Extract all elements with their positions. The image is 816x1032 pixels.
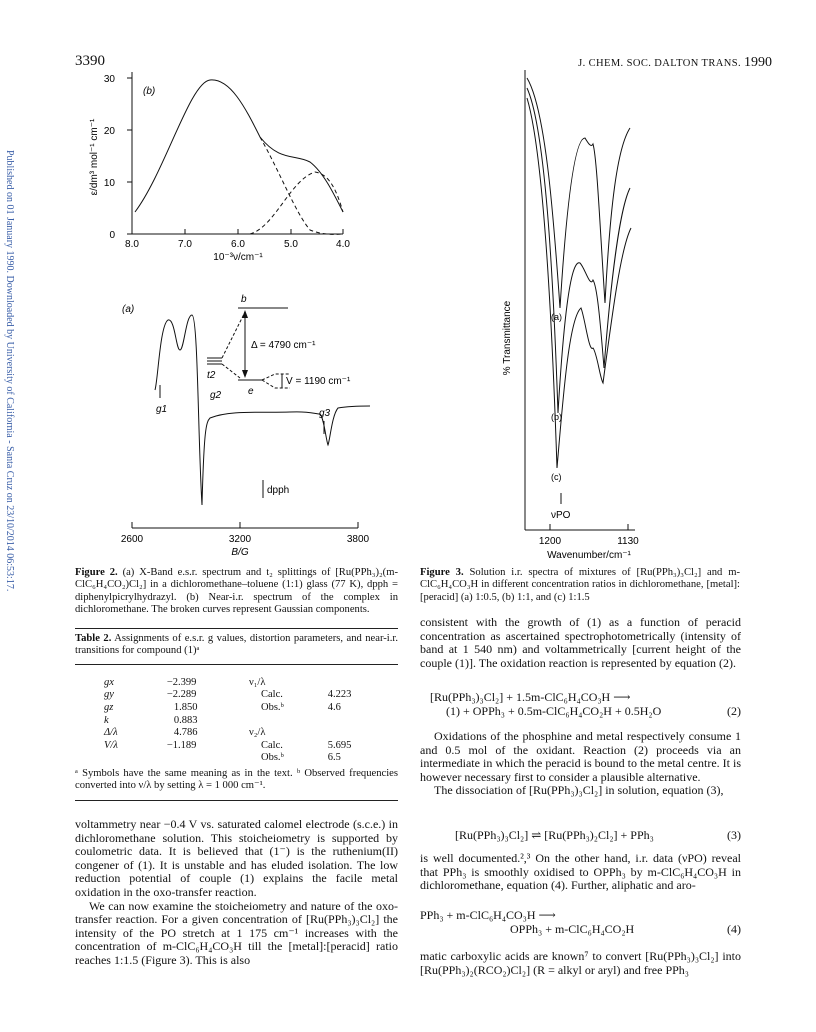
figure2-caption: [75, 567, 398, 617]
table-row: Δ/λ 4.786: [104, 727, 198, 739]
page-number: 3390: [75, 53, 105, 69]
figure2b-xtick-7: 7.0: [178, 239, 192, 250]
right-paragraph-3: The dissociation of [Ru(PPh₃)₃Cl₂] in solution, equation (3),: [434, 783, 724, 798]
nu-po-label: νPO: [551, 510, 571, 521]
figure2a-x-label: B/G: [231, 547, 249, 558]
figure3-curve-b: [527, 88, 630, 413]
right-column-body-4: [420, 950, 741, 977]
level-b-label: b: [241, 294, 247, 305]
table2-bottom-rule: [75, 800, 398, 801]
curve-c-label: (c): [551, 472, 562, 482]
figure2b-xtick-5: 5.0: [284, 239, 298, 250]
table2-label: Table 2.: [75, 633, 112, 644]
figure2b-y-label: ε/dm³ mol⁻¹ cm⁻¹: [89, 118, 100, 196]
table-row: [245, 714, 355, 727]
figure2b-ytick-10: 10: [103, 178, 115, 189]
figure3-curve-a: [527, 78, 630, 308]
table-row: Obs.ᵇ 6.5: [261, 752, 341, 764]
figure3-curve-c: [527, 98, 631, 468]
table2-right: [245, 676, 355, 764]
figure3-y-label: % Transmittance: [502, 300, 513, 376]
figure2b-x-label: 10⁻³ν/cm⁻¹: [213, 252, 263, 263]
equation-2-line-2: (1) + OPPh₃ + 0.5m-ClC₆H₄CO₂H + 0.5H₂O (2): [446, 704, 741, 718]
left-paragraph-1: voltammetry near −0.4 V vs. saturated calomel electrode (s.c.e.) in dichloromethane solution. This stoicheiometry is supported by coulometric data. It is believed that (1⁻) is the ruthenium(II) congener of (1). It is unstable and has eluded isolation. The low reduction potential of couple (1) explains the facile metal oxidation in the oxo-transfer reaction.: [75, 817, 398, 899]
figure3-x-label: Wavenumber/cm⁻¹: [547, 550, 631, 561]
table2-left: [100, 676, 202, 752]
table-row: gy −2.289: [104, 689, 197, 701]
figure2b-gaussian-1: [260, 137, 343, 234]
table-row: Calc. 4.223: [261, 689, 352, 701]
figure2-caption-text: (a) X-Band e.s.r. spectrum and t₂ splittings of [Ru(PPh₃)₂(m-ClC₆H₄CO₂)Cl₂] in a dichloromethane–toluene (1:1) glass (77 K), dpph = diphenylpicrylhydrazyl. (b) Near-i.r. spectrum of the complex in dichloromethane. The broken curves represent Gaussian components.: [75, 567, 398, 616]
right-paragraph-4: is well documented.²,³ On the other hand, i.r. data (νPO) reveal that PPh₃ is smoothly oxidised to OPPh₃ by m-ClC₆H₄CO₃H in dichloromethane, equation (4). Further, aliphatic and aro-: [420, 851, 741, 893]
figure3-caption-text: Solution i.r. spectra of mixtures of [Ru(PPh₃)₃Cl₂] and m-ClC₆H₄CO₃H in different concentration ratios in dichloromethane, [metal]:[peracid] (a) 1:0.5, (b) 1:1, and (c) 1:1.5: [420, 567, 740, 603]
g3-label: g3: [319, 408, 331, 419]
figure2a-xtick-2600: 2600: [120, 534, 144, 545]
table2-right-block: [245, 676, 355, 764]
figure3-caption: [420, 567, 740, 604]
right-paragraph-5: matic carboxylic acids are known⁷ to convert [Ru(PPh₃)₃Cl₂] into [Ru(PPh₃)₂(RCO₂)Cl₂] (R = alkyl or aryl) and free PPh₃: [420, 949, 741, 977]
right-column-body: [420, 616, 741, 670]
table-row: gx −2.399: [104, 676, 197, 688]
dpph-label: dpph: [267, 485, 290, 496]
equation-4-number: (4): [727, 922, 741, 936]
right-paragraph-1: consistent with the growth of (1) as a function of peracid concentration as ascertained spectrophotometrically (intensity of band at 1 540 nm) and voltammetrically [current height of the couple (1)]. The oxidation reaction is represented by equation (2).: [420, 615, 741, 670]
table-row: ν₁/λ: [249, 676, 266, 688]
left-paragraph-2: We can now examine the stoicheiometry and nature of the oxo-transfer reaction. For a given concentration of [Ru(PPh₃)₃Cl₂] the intensity of the PO stretch at 1 175 cm⁻¹ increases with the concentration of m-ClC₆H₄CO₃H till the [metal]:[peracid] ratio reaches 1:1.5 (Figure 3). This is also: [75, 898, 398, 967]
table-row: Calc. 5.695: [261, 739, 352, 751]
equation-2-number: (2): [727, 704, 741, 718]
figure2b-xtick-6: 6.0: [231, 239, 245, 250]
download-watermark: [3, 150, 17, 870]
right-paragraph-2: Oxidations of the phosphine and metal respectively consume 1 and 0.5 mol of the oxidant. Reaction (2) proceeds via an intermediate in which the peracid is bound to the metal centre. It is however necessary first to consider a plausible alternative.: [420, 729, 741, 784]
equation-2: [430, 690, 741, 718]
figure2a-xtick-3800: 3800: [346, 534, 370, 545]
figure2b-xtick-4: 4.0: [336, 239, 350, 250]
table2-header-rule: [75, 664, 398, 665]
curve-b-label: (b): [551, 412, 562, 422]
equation-4-line-1: PPh₃ + m-ClC₆H₄CO₃H ⟶: [420, 908, 556, 922]
curve-a-label: (a): [551, 312, 562, 322]
figure2-label: Figure 2.: [75, 567, 118, 578]
figure2b-gaussian-2: [250, 172, 343, 234]
table-row: Obs.ᵇ 4.6: [261, 701, 341, 713]
journal-title: J. CHEM. SOC. DALTON TRANS.: [578, 58, 741, 69]
figure2a-plot: [110, 290, 390, 560]
table2-left-block: [100, 676, 202, 752]
figure3-plot: [502, 68, 655, 563]
equation-3: [Ru(PPh₃)₃Cl₂] ⇌ [Ru(PPh₃)₂Cl₂] + PPh₃ (3): [455, 828, 741, 842]
figure3-label: Figure 3.: [420, 567, 464, 578]
figure2b-ytick-0: 0: [109, 230, 115, 241]
figure2a-panel-label: (a): [122, 304, 135, 315]
figure3-xtick-1130: 1130: [617, 536, 639, 547]
table-row: gz 1.850: [104, 701, 198, 713]
figure2b-plot: [75, 62, 375, 262]
table-row: k 0.883: [104, 714, 198, 726]
figure2b-ytick-20: 20: [103, 126, 115, 137]
t2-label: t2: [207, 370, 216, 381]
equation-4-line-2: OPPh₃ + m-ClC₆H₄CO₂H (4): [510, 922, 741, 936]
right-column-body-3: [420, 852, 741, 893]
figure3-xtick-1200: 1200: [538, 536, 562, 547]
figure2b-panel-label: (b): [143, 86, 156, 97]
table2-footnote: ᵃ Symbols have the same meaning as in the text. ᵇ Observed frequencies converted into ν/λ by setting λ = 1 000 cm⁻¹.: [75, 768, 398, 792]
equation-2-line-1: [Ru(PPh₃)₃Cl₂] + 1.5m-ClC₆H₄CO₃H ⟶: [430, 690, 631, 704]
left-column-body: [75, 818, 398, 968]
table2-title: [75, 633, 398, 658]
table2-top-rule: [75, 628, 398, 629]
g2-label: g2: [210, 390, 222, 401]
delta-label: Δ = 4790 cm⁻¹: [251, 340, 316, 351]
figure2a-xtick-3200: 3200: [228, 534, 252, 545]
equation-3-number: (3): [727, 828, 741, 842]
figure2b-ytick-30: 30: [103, 74, 115, 85]
table2-title-text: Assignments of e.s.r. g values, distortion parameters, and near-i.r. transitions for compound (1)ᵃ: [75, 633, 398, 657]
table-row: ν₂/λ: [249, 727, 266, 739]
equation-4: [420, 908, 741, 936]
journal-year: 1990: [744, 55, 772, 70]
table-row: V/λ −1.189: [104, 739, 197, 751]
v-label: V = 1190 cm⁻¹: [286, 376, 351, 387]
g1-label: g1: [156, 404, 168, 415]
figure2b-xtick-8: 8.0: [125, 239, 139, 250]
watermark-text: Published on 01 January 1990. Downloaded by University of California - Santa Cruz on 23/10/2014 06:53:17.: [4, 150, 15, 592]
level-e-label: e: [248, 386, 254, 397]
right-column-body-2: [420, 730, 741, 798]
figure2b-spectrum-curve: [135, 80, 343, 212]
